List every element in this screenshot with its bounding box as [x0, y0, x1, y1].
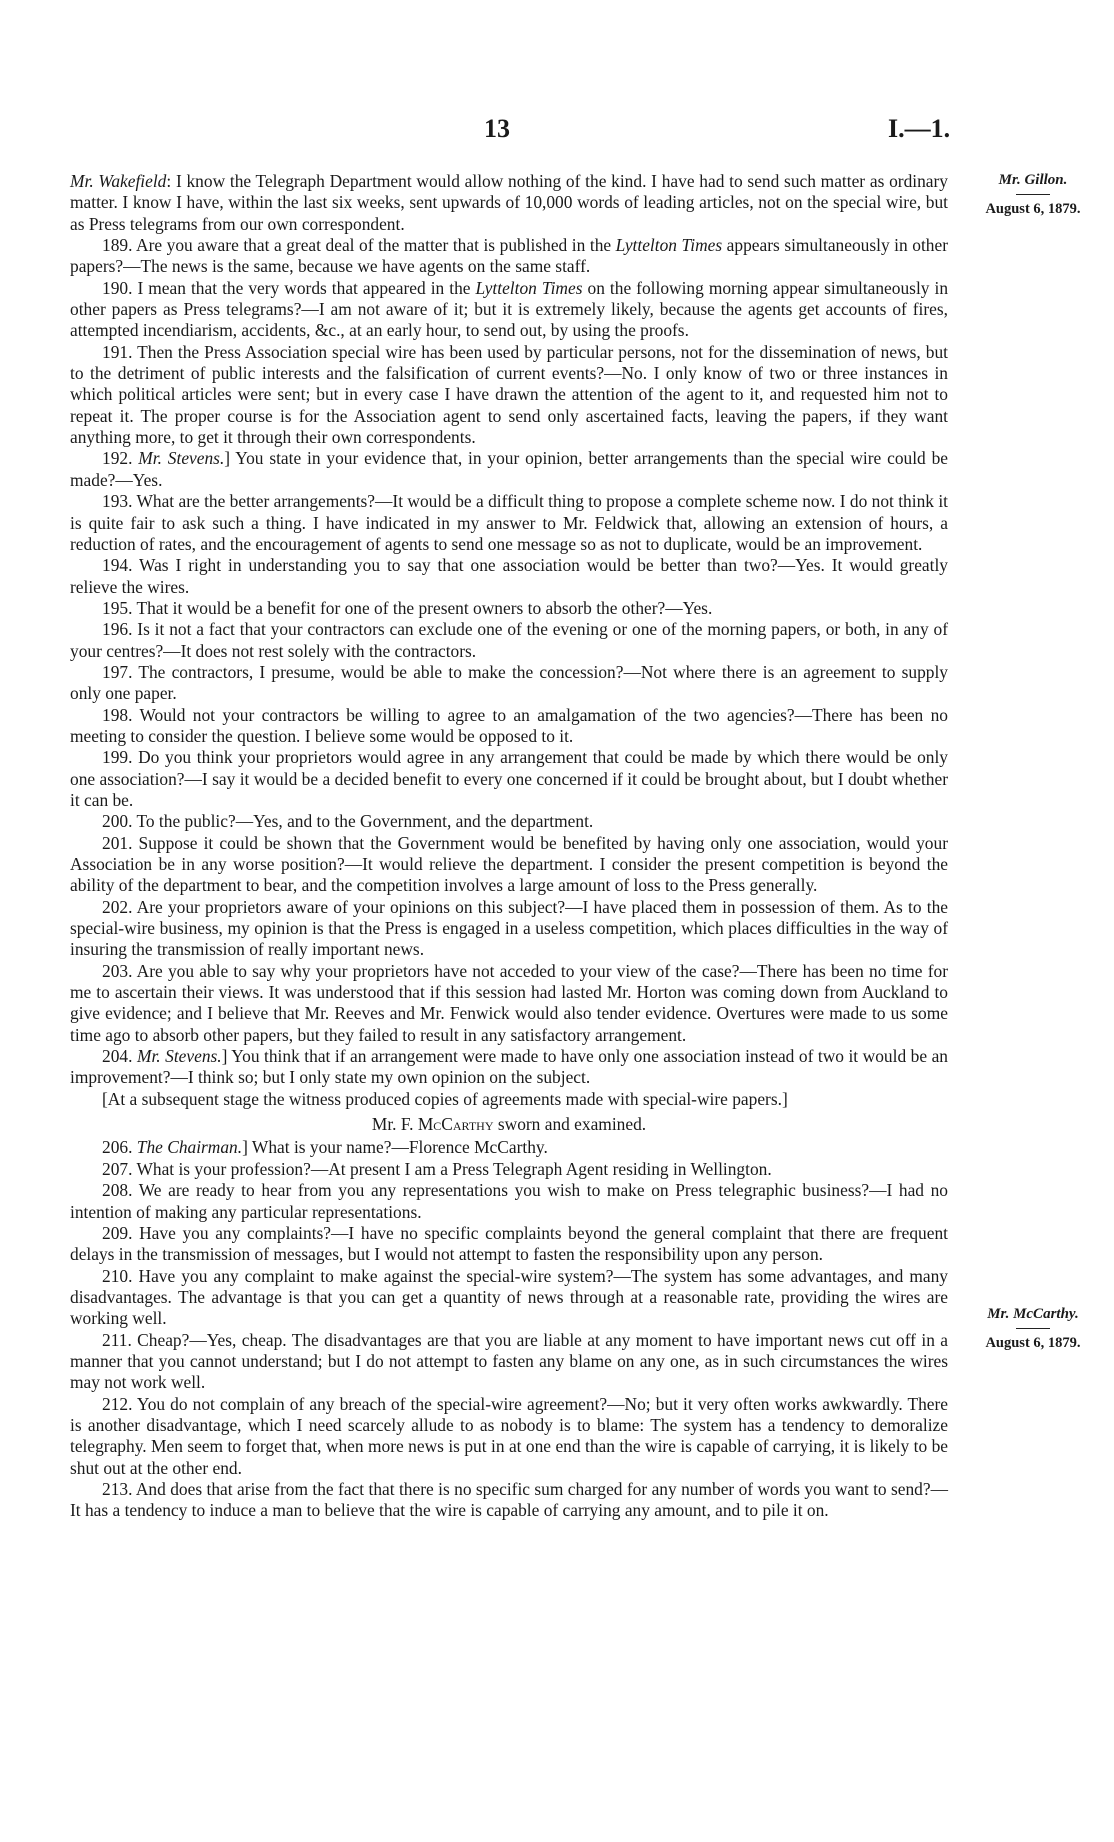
paragraph-q191: 191. Then the Press Association special wire has been used by particular persons, not for the dissemination of news, but to the detriment of public interests and the falsification of current events?—No. I only know of two or three instances in which political articles were sent; but in every case I have drawn the attention of the agent to it, and requested him not to repeat it. The proper course is for the Association agent to send only ascertained facts, leaving the papers, if they want anything more, to get it through their own correspondents. — [70, 341, 948, 448]
paragraph-text: on the following morning appear simultaneously in other papers as Press telegrams?—I am not aware of it; but it is extremely likely, because the agents get accounts of fires, attempted incendiarism, accidents, &c., at an early hour, to send out, by using the proofs. — [70, 277, 949, 341]
paragraph-text: 206. — [102, 1137, 137, 1158]
paragraph-q193: 193. What are the better arrangements?—It would be a difficult thing to propose a complete scheme now. I do not think it is quite fair to ask such a thing. I have indicated in my answer to Mr. Feldwick that, allowing an extension of hours, a reduction of rates, and the encouragement of agents to send one message so as not to duplicate, would be an improvement. — [70, 491, 948, 554]
margin-note-name: Mr. McCarthy. — [987, 1306, 1079, 1322]
margin-note-date: August 6, 1879. — [985, 1335, 1081, 1351]
paragraph-q206 — [70, 1137, 948, 1158]
paragraph-q194: 194. Was I right in understanding you to say that one association would be better than two?—Yes. It would greatly relieve the wires. — [70, 555, 948, 597]
paragraph-text: 192. — [102, 448, 139, 469]
speaker-name: Mr. Stevens. — [138, 448, 225, 469]
paragraph-text: ] You think that if an arrangement were made to have only one association instead of two it would be an improvement?—I think so; but I only state my own opinion on the subject. — [70, 1046, 948, 1088]
paragraph-q212: 212. You do not complain of any breach of the special-wire agreement?—No; but it very often works awkwardly. There is another disadvantage, which I need scarcely allude to as nobody is to blame: The system has a tendency to demoralize telegraphy. Men seem to forget that, when more news is put in at one end than the wire is capable of carrying, it is likely to be shut out at the other end. — [70, 1393, 948, 1478]
paragraph-text: appears simultaneously in other papers?—The news is the same, because we have agents on the same staff. — [70, 235, 948, 277]
paragraph-q195: 195. That it would be a benefit for one of the present owners to absorb the other?—Yes. — [102, 597, 713, 618]
paragraph-q204 — [70, 1046, 948, 1089]
paragraph-text: ] What is your name?—Florence McCarthy. — [242, 1137, 548, 1158]
paragraph-q200: 200. To the public?—Yes, and to the Government, and the department. — [102, 811, 594, 832]
paragraph-text: 190. I mean that the very words that appeared in the — [102, 277, 476, 298]
speaker-name: Mr. Stevens. — [136, 1046, 222, 1067]
page-header — [0, 114, 1114, 154]
speaker-name: Mr. Wakefield — [70, 171, 167, 191]
margin-note-witness-mccarthy — [960, 1306, 1106, 1352]
paragraph-text: ] You state in your evidence that, in your opinion, better arrangements than the special wire could be made?—Yes. — [70, 448, 949, 490]
witness-heading — [70, 1114, 948, 1135]
margin-note-rule — [1016, 1328, 1050, 1329]
paragraph-q197: 197. The contractors, I presume, would be able to make the concession?—Not where there is an agreement to supply only one paper. — [70, 661, 948, 704]
newspaper-title: Lyttelton Times — [475, 277, 583, 298]
paragraph-q211: 211. Cheap?—Yes, cheap. The disadvantages are that you are liable at any moment to have important news cut off in a manner that you cannot understand; but I do not attempt to fasten any blame on any one, as in such circumstances the wires may not work well. — [70, 1329, 948, 1393]
paragraph-text: 189. Are you aware that a great deal of the matter that is published in the — [102, 235, 616, 256]
heading-text: sworn and examined. — [493, 1114, 647, 1135]
document-reference: I.—1. — [888, 114, 951, 143]
margin-note-date: August 6, 1879. — [985, 201, 1081, 217]
paragraph-q209: 209. Have you any complaints?—I have no specific complaints beyond the general complaint that there are frequent delays in the transmission of messages, but I would not attempt to fasten the responsibility upon any person. — [70, 1222, 948, 1265]
paragraph-q208: 208. We are ready to hear from you any representations you wish to make on Press telegraphic business?—I had no intention of making any particular representations. — [70, 1180, 948, 1222]
margin-note-name: Mr. Gillon. — [998, 172, 1068, 188]
paragraph-q196: 196. Is it not a fact that your contractors can exclude one of the evening or one of the morning papers, or both, in any of your centres?—It does not rest solely with the contractors. — [70, 619, 948, 661]
witness-name: McCarthy — [417, 1114, 494, 1135]
speaker-name: The Chairman. — [136, 1137, 243, 1158]
newspaper-title: Lyttelton Times — [615, 235, 723, 256]
paragraph-q190 — [70, 278, 948, 342]
heading-text: Mr. F. — [371, 1114, 418, 1135]
paragraph-q210: 210. Have you any complaint to make against the special-wire system?—The system has some advantages, and many disadvantages. The advantage is that you can get a quantity of news through at a reasonable rate, providing the wires are working well. — [70, 1265, 948, 1329]
margin-note-rule — [1016, 194, 1050, 195]
paragraph-q203: 203. Are you able to say why your proprietors have not acceded to your view of the case?—There has been no time for me to ascertain their views. It was understood that if this session had lasted Mr. Horton was coming down from Auckland to give evidence; and I believe that Mr. Reeves and Mr. Fenwick would also tender evidence. Overtures were made to us some time ago to absorb other papers, but they failed to result in any satisfactory arrangement. — [70, 960, 948, 1045]
paragraph-text: : I know the Telegraph Department would allow nothing of the kind. I have had to send such matter as ordinary matter. I know I have, within the last six weeks, sent upwards of 10,000 words of leading articles, not on the special wire, but as Press telegrams from our own correspondent. — [70, 171, 949, 234]
paragraph-q189 — [70, 235, 948, 278]
paragraph-q202: 202. Are your proprietors aware of your opinions on this subject?—I have placed them in possession of them. As to the special-wire business, my opinion is that the Press is engaged in a useless competition, which places difficulties in the way of insuring the transmission of really important news. — [70, 896, 948, 960]
paragraph-q213: 213. And does that arise from the fact that there is no specific sum charged for any number of words you want to send?—It has a tendency to induce a man to believe that the wire is capable of carrying any amount, and to pile it on. — [70, 1478, 948, 1521]
paragraph-q192 — [70, 448, 948, 491]
evidence-text — [70, 171, 948, 1522]
paragraph-q199: 199. Do you think your proprietors would agree in any arrangement that could be made by which there would be only one association?—I say it would be a decided benefit to every one concerned if it could be brought about, but I doubt whether it can be. — [70, 747, 948, 810]
paragraph-note: [At a subsequent stage the witness produced copies of agreements made with special-wire papers.] — [102, 1088, 788, 1109]
paragraph-q207: 207. What is your profession?—At present I am a Press Telegraph Agent residing in Wellington. — [102, 1158, 772, 1179]
margin-note-witness-gillon — [960, 172, 1106, 218]
paragraph-q198: 198. Would not your contractors be willing to agree to an amalgamation of the two agencies?—There has been no meeting to consider the question. I believe some would be opposed to it. — [70, 704, 948, 746]
page-number: 13 — [484, 114, 510, 143]
paragraph — [70, 171, 948, 235]
paragraph-q201: 201. Suppose it could be shown that the Government would be benefited by having only one association, would your Association be in any worse position?—It would relieve the department. I consider the present competition is beyond the ability of the department to bear, and the competition involves a large amount of loss to the Press generally. — [70, 832, 948, 896]
paragraph-text: 204. — [102, 1046, 137, 1067]
